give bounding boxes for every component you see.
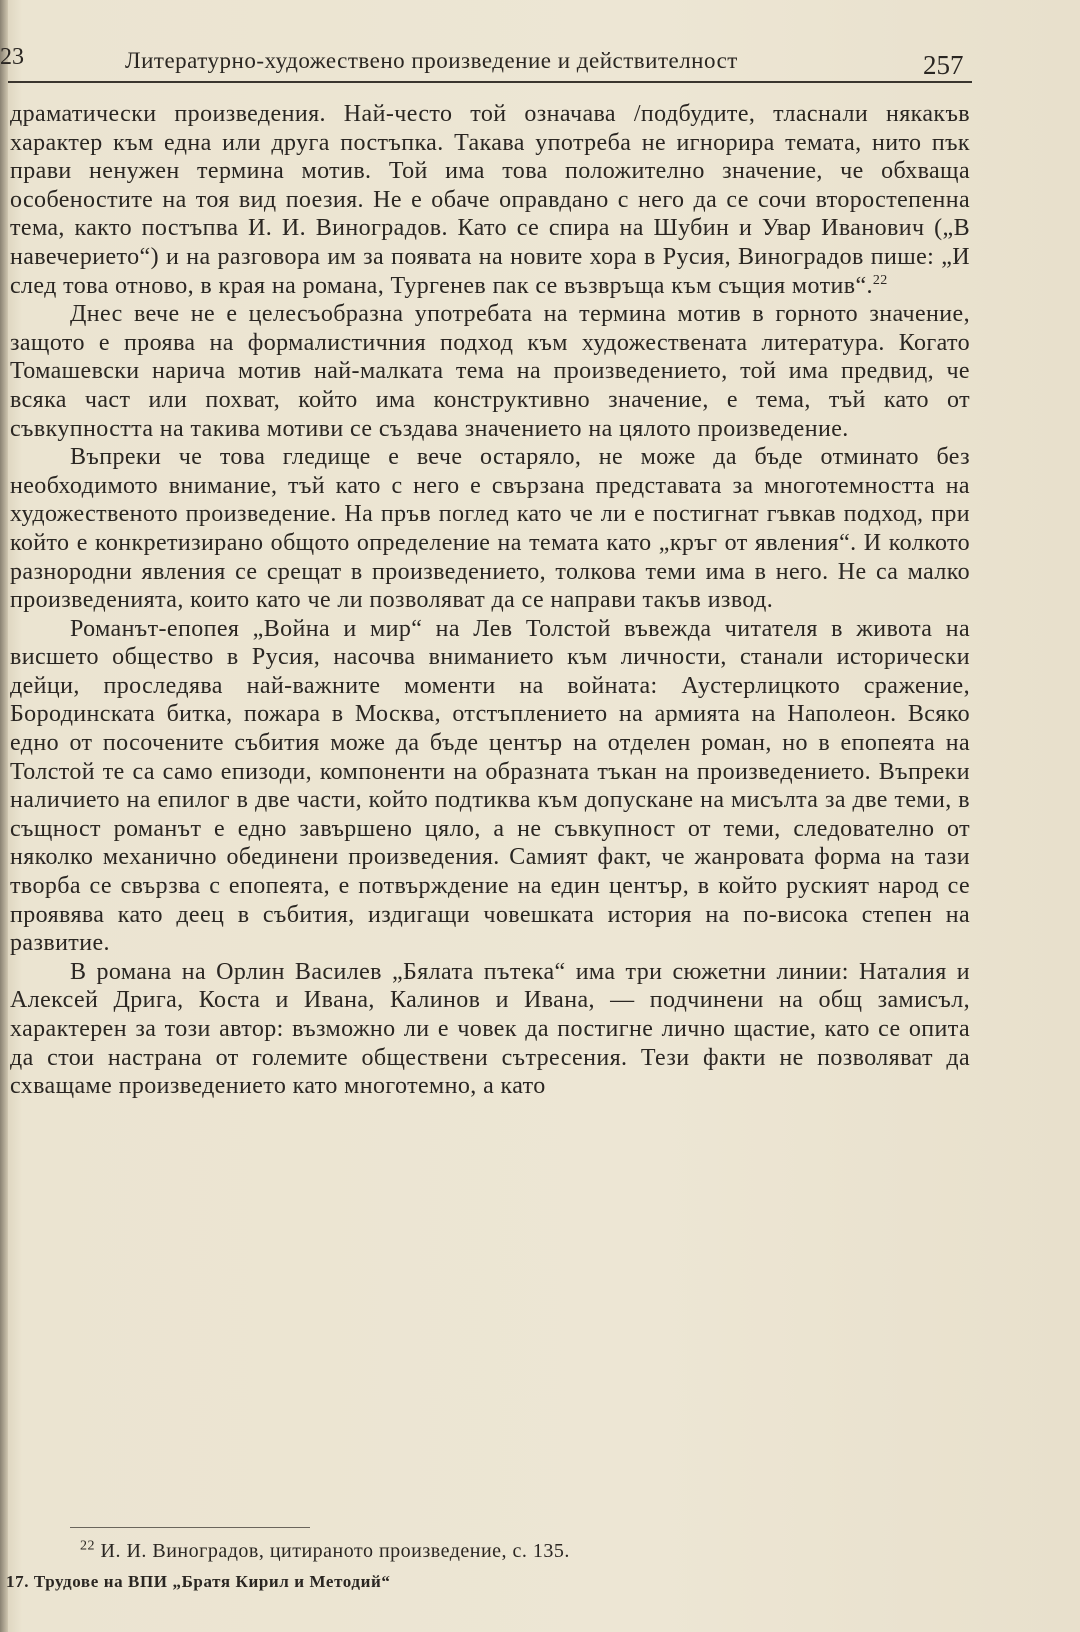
footnote-text: И. И. Виноградов, цитираното произведение, с. 135. [100, 1540, 570, 1562]
page-binding-edge [0, 0, 8, 1632]
printer-signature: 17. Трудове на ВПИ „Братя Кирил и Методий“ [6, 1572, 391, 1591]
paragraph-2: Днес вече не е целесъобразна употребата на термина мотив в горното значение, защото е проява на формалистичния подход към художествената литература. Когато Томашевски нарича мотив най-малката тема на произведението, той има предвид, че всяка част или похват, който има конструктивно значение, е тема, тъй като от съвкупността на такива мотиви се създава значението на цялото произведение. [10, 301, 970, 442]
paragraph-5: В романа на Орлин Василев „Бялата пътека“ има три сюжетни линии: Наталия и Алексей Дрига, Коста и Ивана, Калинов и Ивана, — подчинени на общ замисъл, характерен за този автор: възможно ли е човек да постигне лично щастие, като се опита да стои настрана от големите обществени сътресения. Тези факти не позволяват да схващаме произведението като многотемно, а като [10, 958, 970, 1100]
page-number: 257 [923, 50, 964, 80]
running-title: Литературно-художествено произведение и действителност [125, 48, 738, 73]
footnote [80, 1540, 570, 1563]
footnote-reference: 22 [872, 272, 888, 288]
running-head [0, 44, 975, 84]
paragraph-3: Въпреки че това гледище е вече остаряло, не може да бъде отминато без необходимото внимание, тъй като с него е свързана представата за многотемността на художественото произведение. На пръв поглед като че ли е постигнат гъвкав подход, при който е конкретизирано общото определение на темата като „кръг от явления“. И колкото разнородни явления се срещат в произведението, толкова теми има в него. Не са малко произведенията, които като че ли позволяват да се направи такъв извод. [10, 444, 970, 614]
body-text [10, 100, 970, 1101]
footnote-rule [70, 1527, 310, 1528]
paragraph-1 [10, 100, 970, 300]
header-rule [8, 81, 972, 83]
paragraph-1-text: драматически произведения. Най-често той означава /подбудите, тласнали някакъв характер към една или друга постъпка. Такава употреба не игнорира темата, нито пък прави ненужен термина мотив. Той има това положително значение, че обхваща особеностите на тоя вид поезия. Не е обаче оправдано с него да се сочи второстепенна тема, както постъпва И. И. Виноградов. Като се спира на Шубин и Увар Иванович („В навечерието“) и на разговора им за появата на новите хора в Русия, Виноградов пише: „И след това отново, в края на романа, Тургенев пак се възвръща към същия мотив“. [10, 101, 970, 299]
page-number-left: 23 [0, 44, 24, 70]
paragraph-4: Романът-епопея „Война и мир“ на Лев Толстой въвежда читателя в живота на висшето общество в Русия, насочва вниманието към личности, станали исторически дейци, проследява най-важните моменти на войната: Аустерлицкото сражение, Бородинската битка, пожара в Москва, отстъплението на армията на Наполеон. Всяко едно от посочените събития може да бъде център на отделен роман, но в епопеята на Толстой те са само епизоди, компоненти на образната тъкан на произведението. Въпреки наличието на епилог в две части, който подтиква към допускане на мисълта за две теми, в същност романът е едно завършено цяло, а не съвкупност от теми, следователно от няколко механично обединени произведения. Самият факт, че жанровата форма на тази творба се свързва с епопеята, е потвърждение на един център, в който руският народ се проявява като деец в събития, издигащи човешката история на по-висока степен на развитие. [10, 615, 970, 957]
footnote-number: 22 [80, 1538, 95, 1554]
